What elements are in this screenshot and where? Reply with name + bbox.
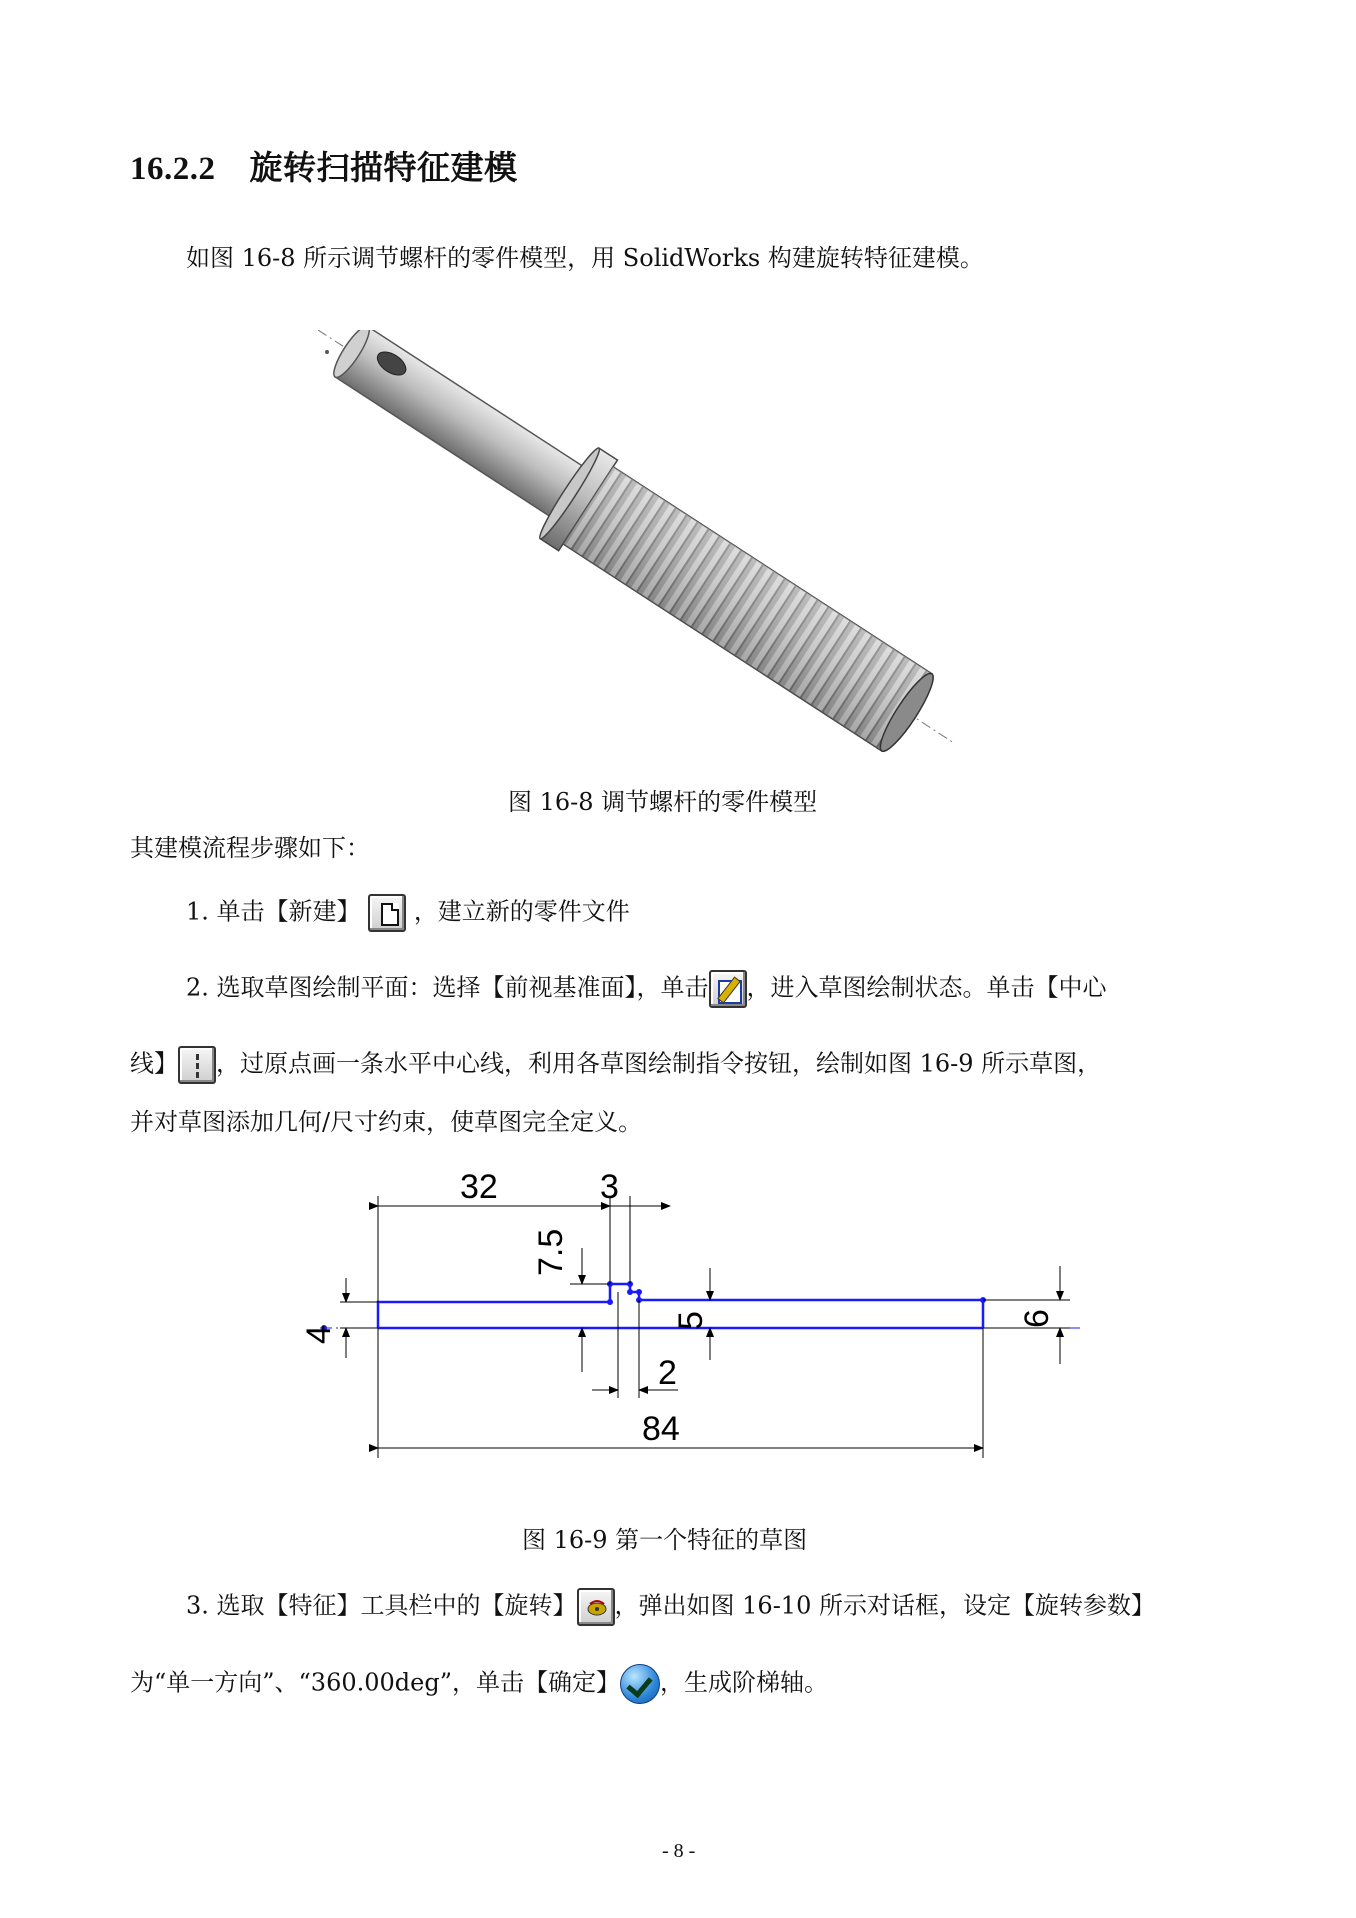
step-1 (186, 894, 630, 932)
dim-5-label: 5 (672, 1311, 710, 1330)
section-heading (130, 142, 518, 189)
revolve-icon (577, 1588, 615, 1626)
section-number: 16.2.2 (130, 151, 216, 187)
dim-7-5-label: 7.5 (532, 1228, 570, 1276)
figure-16-8-screw-model (318, 330, 1058, 770)
step-3-text-c: 为“单一方向”、“360.00deg”，单击【确定】 (130, 1668, 620, 1697)
step-2-line-2 (130, 1046, 1101, 1084)
dim-2-label: 2 (658, 1354, 677, 1392)
new-document-icon (368, 894, 406, 932)
page-number: - 8 - (662, 1840, 696, 1862)
dim-84-label: 84 (642, 1410, 680, 1448)
step-3-line-2 (130, 1664, 828, 1704)
figure-16-8-caption: 图 16-8 调节螺杆的零件模型 (508, 788, 818, 816)
dim-6-label: 6 (1018, 1309, 1056, 1328)
centerline-icon (178, 1046, 216, 1084)
section-title: 旋转扫描特征建模 (249, 151, 518, 187)
step-2-text-b: ，进入草图绘制状态。单击【中心 (746, 973, 1107, 1002)
ok-check-icon (620, 1664, 660, 1704)
step-1-text-before: 1. 单击【新建】 (186, 897, 361, 926)
step-2-line-1 (186, 970, 1107, 1008)
step-2-text-a: 2. 选取草图绘制平面：选择【前视基准面】，单击 (186, 973, 709, 1002)
step-2-text-d: ，过原点画一条水平中心线，利用各草图绘制指令按钮，绘制如图 16-9 所示草图， (216, 1049, 1102, 1078)
dim-4-label: 4 (300, 1325, 338, 1344)
step-1-text-after: ，建立新的零件文件 (413, 897, 630, 926)
step-3-text-d: ，生成阶梯轴。 (659, 1668, 828, 1697)
sketch-icon (709, 970, 747, 1008)
figure-16-9-sketch (290, 1168, 1090, 1478)
figure-16-9-caption: 图 16-9 第一个特征的草图 (522, 1526, 808, 1554)
flow-intro: 其建模流程步骤如下： (130, 834, 370, 862)
intro-paragraph: 如图 16-8 所示调节螺杆的零件模型，用 SolidWorks 构建旋转特征建模。 (186, 244, 984, 272)
dim-32-label: 32 (460, 1168, 498, 1206)
step-2-line-3: 并对草图添加几何/尺寸约束，使草图完全定义。 (130, 1108, 643, 1136)
step-3-text-a: 3. 选取【特征】工具栏中的【旋转】 (186, 1591, 577, 1620)
step-3-line-1 (186, 1588, 1155, 1626)
step-3-text-b: ，弹出如图 16-10 所示对话框，设定【旋转参数】 (614, 1591, 1155, 1620)
dim-3-label: 3 (600, 1168, 619, 1206)
step-2-text-c: 线】 (130, 1049, 178, 1078)
